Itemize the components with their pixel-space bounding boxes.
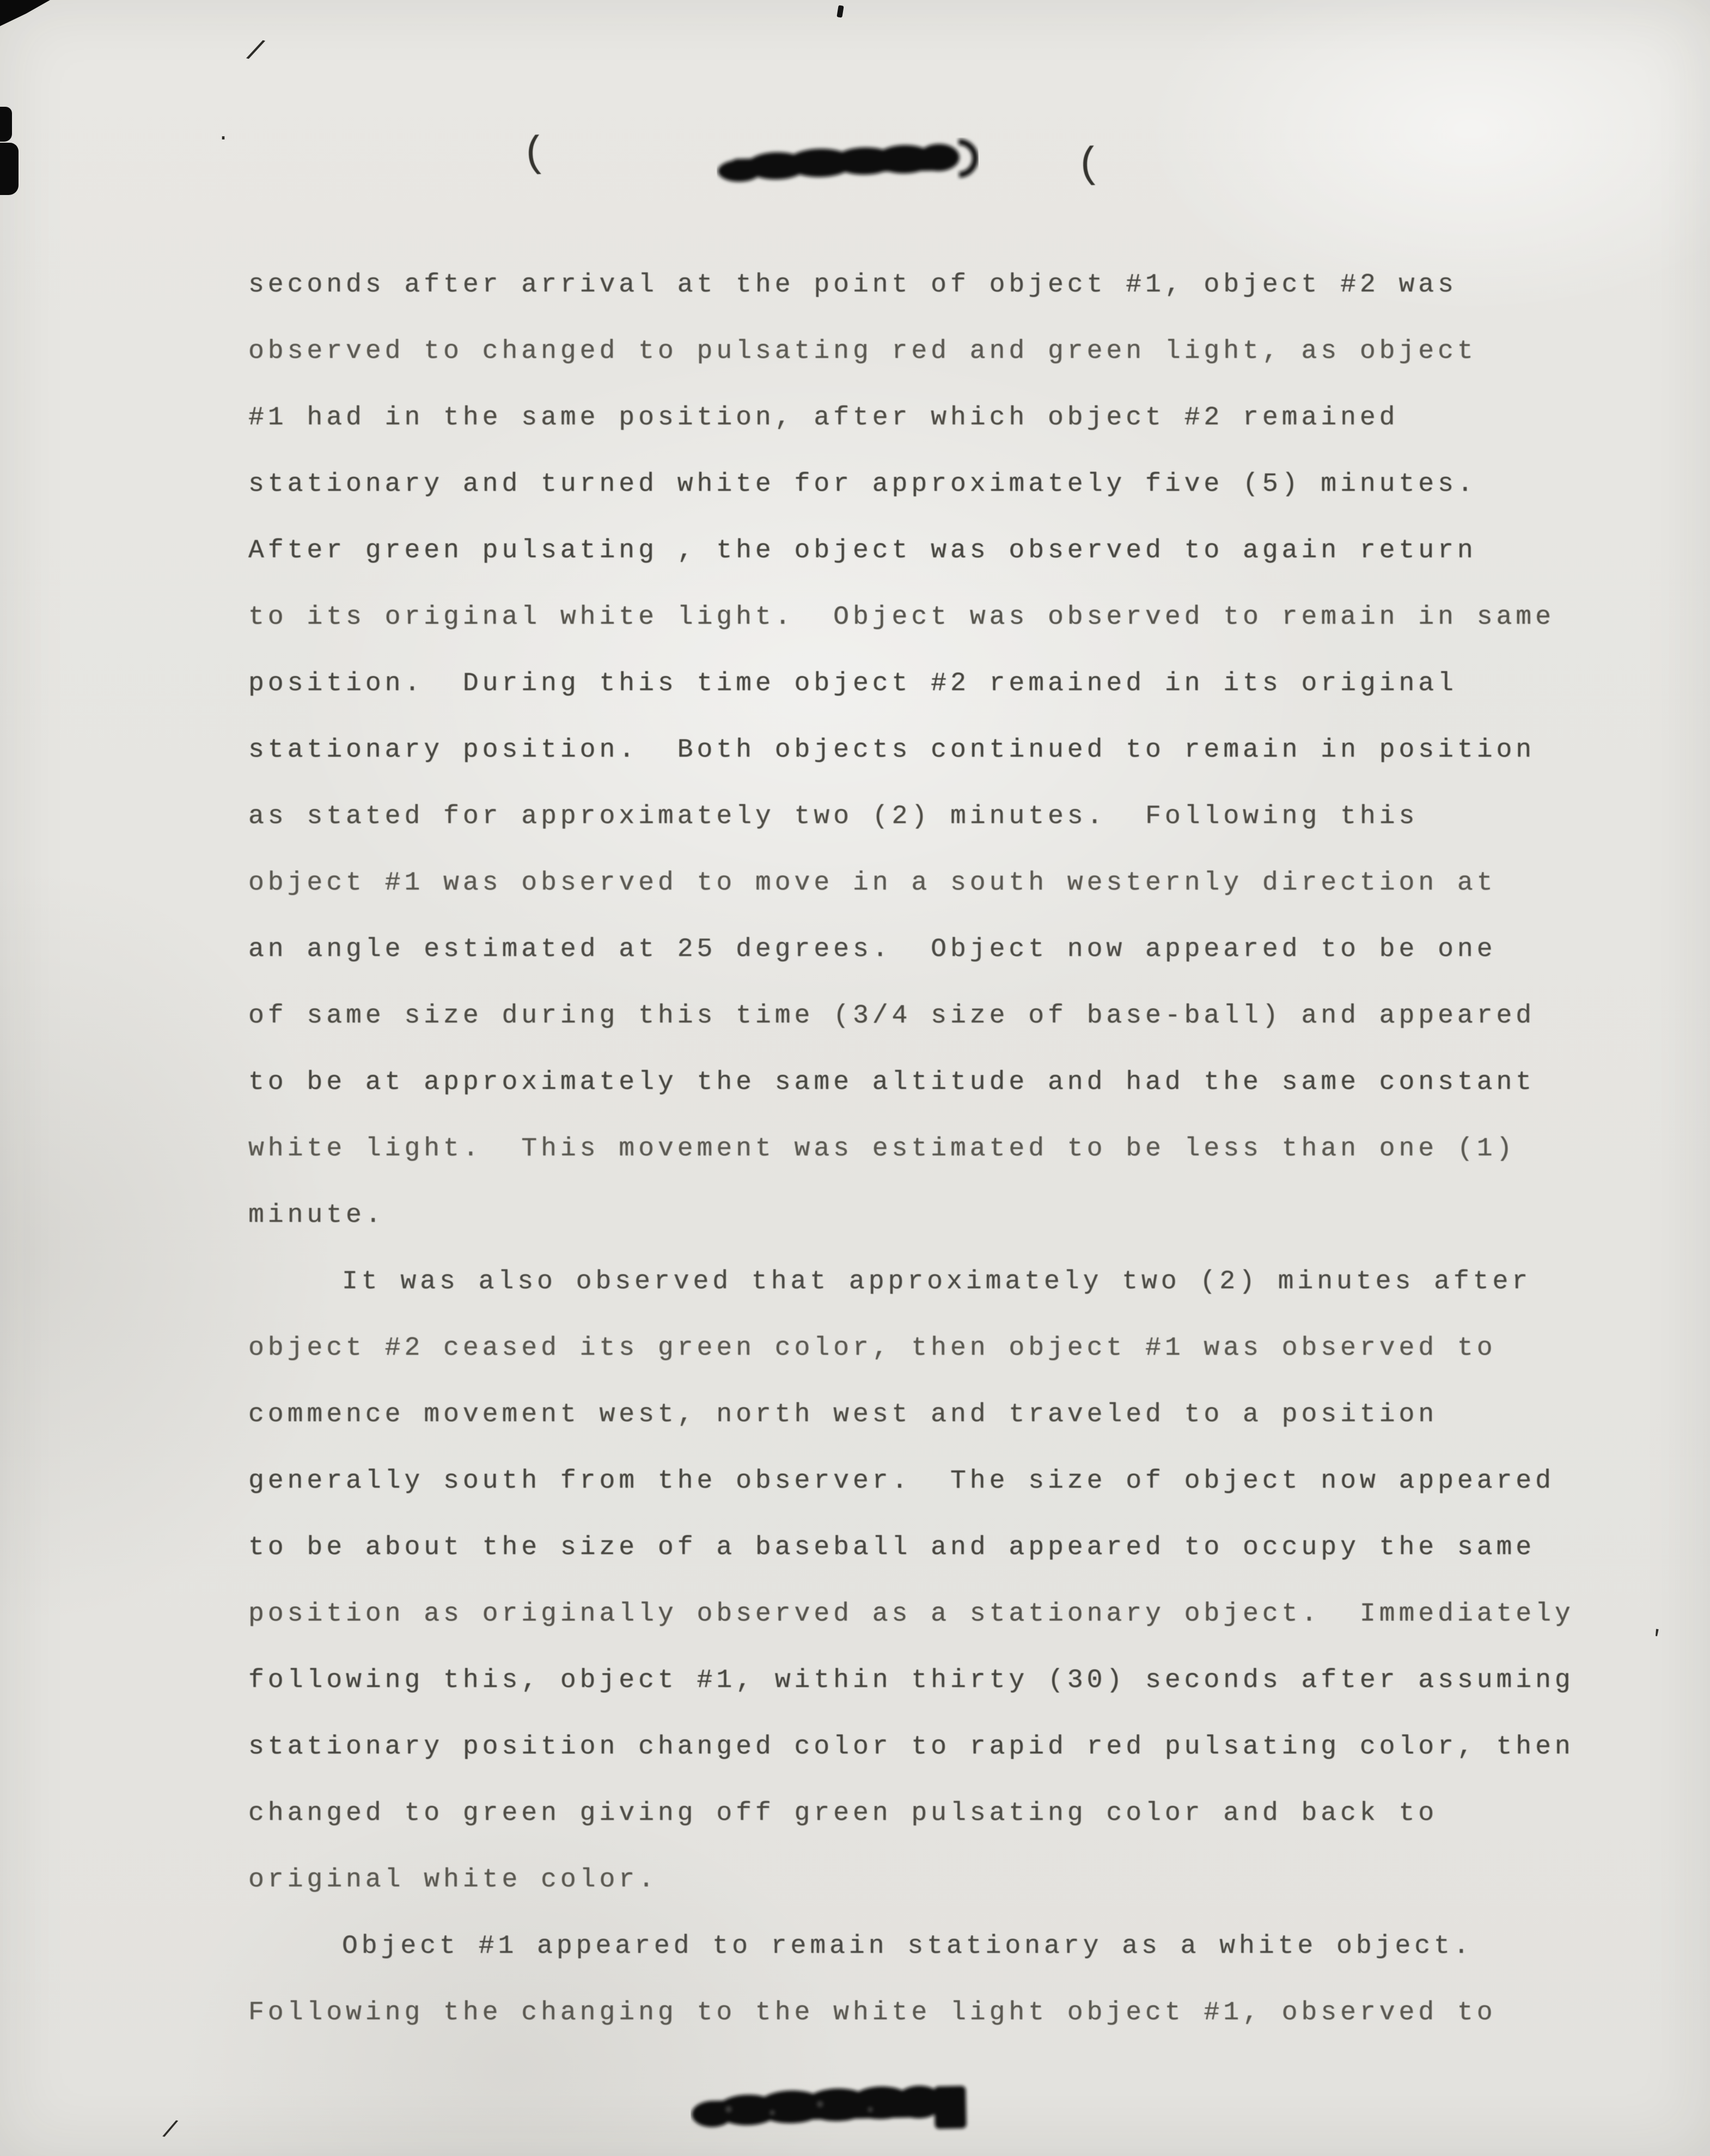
text-line: white light. This movement was estimated to be less than one (1) xyxy=(248,1134,1516,1164)
scan-artifact-dot xyxy=(836,5,844,17)
text-line: object #1 was observed to move in a south westernly direction at xyxy=(248,868,1497,898)
text-line: of same size during this time (3/4 size of base-ball) and appeared xyxy=(248,1001,1536,1031)
paragraph xyxy=(248,252,1675,1248)
pen-mark: ' xyxy=(1647,1625,1665,1654)
text-line: It was also observed that approximately two (2) minutes after xyxy=(342,1267,1532,1296)
text-line: to be about the size of a baseball and appeared to occupy the same xyxy=(248,1533,1536,1562)
text-line: object #2 ceased its green color, then object #1 was observed to xyxy=(248,1333,1497,1363)
scan-artifact-edge-mark xyxy=(0,143,19,195)
redaction-stamp-bottom xyxy=(690,2076,988,2142)
text-line: position as originally observed as a stationary object. Immediately xyxy=(248,1599,1574,1629)
text-line: stationary position. Both objects continued to remain in position xyxy=(248,735,1536,765)
text-line: to be at approximately the same altitude and had the same constant xyxy=(248,1068,1536,1097)
document-body xyxy=(248,252,1675,2046)
text-line: stationary position changed color to rapid red pulsating color, then xyxy=(248,1732,1574,1762)
text-line: generally south from the observer. The size of object now appeared xyxy=(248,1466,1555,1496)
text-line: minute. xyxy=(248,1201,385,1230)
scan-artifact-corner xyxy=(0,0,50,26)
text-line: Following the changing to the white light object #1, observed to xyxy=(248,1998,1497,2027)
pen-mark: / xyxy=(159,2115,180,2147)
text-line: commence movement west, north west and traveled to a position xyxy=(248,1400,1438,1429)
text-line: observed to changed to pulsating red and green light, as object xyxy=(248,337,1477,366)
paragraph xyxy=(248,1248,1675,1913)
text-line: original white color. xyxy=(248,1865,658,1895)
text-line: stationary and turned white for approximately five (5) minutes. xyxy=(248,470,1477,499)
text-line: changed to green giving off green pulsating color and back to xyxy=(248,1799,1438,1828)
text-line: Object #1 appeared to remain stationary as a white object. xyxy=(342,1932,1473,1961)
handwritten-paren-left: ( xyxy=(520,130,549,180)
text-line: seconds after arrival at the point of object #1, object #2 was xyxy=(248,270,1457,300)
text-line: an angle estimated at 25 degrees. Object now appeared to be one xyxy=(248,935,1497,964)
text-line: as stated for approximately two (2) minutes. Following this xyxy=(248,802,1419,831)
scan-artifact-edge-mark xyxy=(0,107,12,142)
text-line: After green pulsating , the object was observed to again return xyxy=(248,536,1477,565)
redaction-stamp-top xyxy=(716,137,990,195)
text-line: position. During this time object #2 remained in its original xyxy=(248,669,1457,698)
paragraph xyxy=(248,1913,1675,2046)
pen-mark: / xyxy=(242,34,268,71)
pen-mark: . xyxy=(217,122,230,147)
handwritten-paren-right: ( xyxy=(1075,141,1103,190)
text-line: #1 had in the same position, after which object #2 remained xyxy=(248,403,1399,433)
text-line: to its original white light. Object was observed to remain in same xyxy=(248,602,1555,632)
text-line: following this, object #1, within thirty (30) seconds after assuming xyxy=(248,1666,1574,1695)
